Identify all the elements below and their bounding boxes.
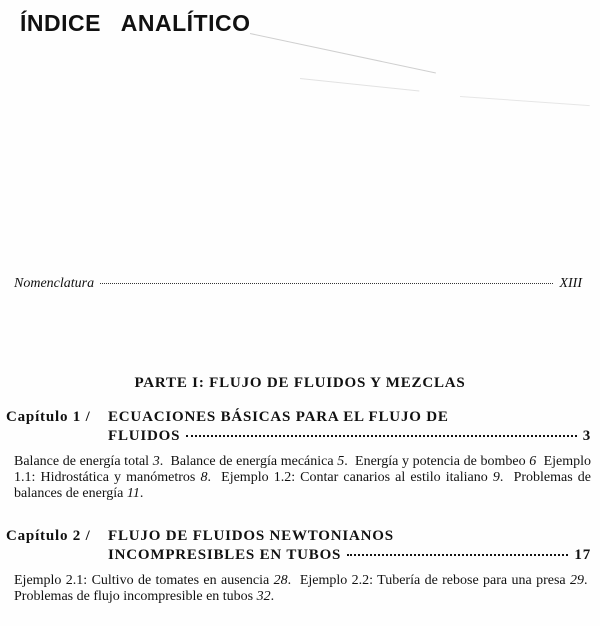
section-entry[interactable]: Ejemplo 1.1: Hidrostática y manómetros 8. [14,454,592,485]
toc-entry-nomenclature[interactable] [14,276,582,292]
page-title: ÍNDICE ANALÍTICO [20,10,251,36]
chapter-heading[interactable] [6,408,591,446]
section-entry[interactable]: Ejemplo 2.1: Cultivo de tomates en ausencia 28. [14,573,292,588]
dot-leader [100,283,553,284]
dot-leader [186,435,576,437]
chapter-title-line1: FLUJO DE FLUIDOS NEWTONIANOS [108,528,394,544]
chapter-page-number: 3 [582,428,591,444]
chapter-title-line2: INCOMPRESIBLES EN TUBOS [108,547,342,563]
section-entry[interactable]: Problemas de balances de energía 11. [14,470,592,501]
section-entry[interactable]: Balance de energía mecánica 5. [170,454,348,469]
chapter-label: Capítulo 2 / [6,528,91,544]
dot-leader [347,554,568,556]
section-entry[interactable]: Ejemplo 1.2: Contar canarios al estilo italiano 9. [221,470,504,485]
section-entry[interactable]: Balance de energía total 3. [14,454,164,469]
scan-artifact-line [460,96,590,106]
section-entry[interactable]: Problemas de flujo incompresible en tubos 32. [14,589,275,604]
chapter-2 [6,527,591,605]
section-entry[interactable]: Energía y potencia de bombeo 6 [355,454,537,469]
toc-page-number: XIII [559,276,582,291]
scan-artifact-line [300,78,419,92]
chapter-contents [6,573,591,605]
chapter-title-line1: ECUACIONES BÁSICAS PARA EL FLUJO DE [108,409,449,425]
chapter-label: Capítulo 1 / [6,409,91,425]
chapter-page-number: 17 [574,547,591,563]
part-heading: PARTE I: FLUJO DE FLUIDOS Y MEZCLAS [134,375,466,391]
chapter-heading[interactable] [6,527,591,565]
chapter-contents [6,454,591,502]
scan-artifact-line [250,33,436,73]
chapter-title-line2: FLUIDOS [108,428,181,444]
chapter-1 [6,408,591,502]
section-entry[interactable]: Ejemplo 2.2: Tubería de rebose para una presa 29. [299,573,588,588]
toc-entry-label: Nomenclatura [14,276,95,291]
